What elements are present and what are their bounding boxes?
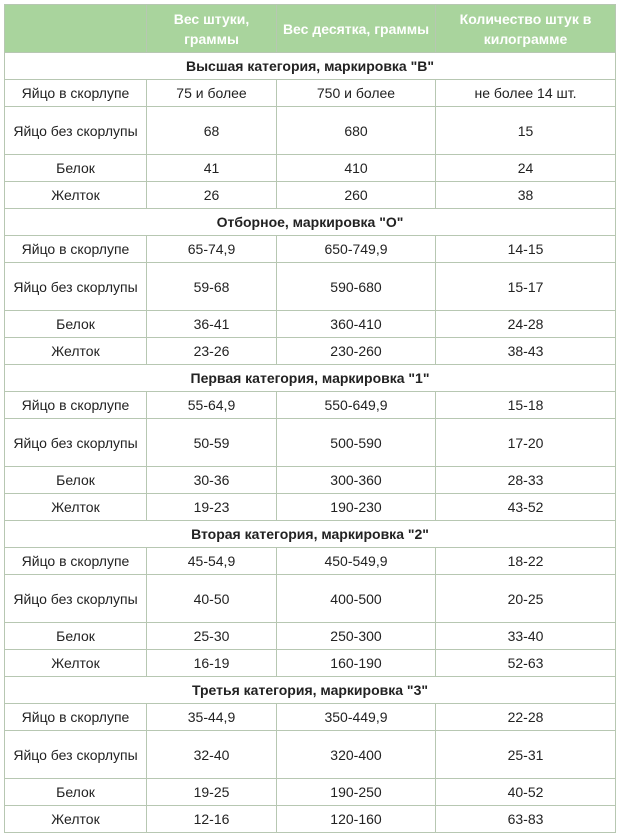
piece-weight-cell: 36-41: [147, 311, 277, 338]
table-row: [5, 806, 616, 833]
table-row: [5, 575, 616, 623]
count-per-kg-cell: 43-52: [436, 494, 616, 521]
piece-weight-cell: 75 и более: [147, 80, 277, 107]
count-per-kg-cell: не более 14 шт.: [436, 80, 616, 107]
category-row: [5, 365, 616, 392]
table-row: [5, 182, 616, 209]
piece-weight-cell: 35-44,9: [147, 704, 277, 731]
header-count-per-kg: Количество штук в килограмме: [436, 5, 616, 53]
category-title: Вторая категория, маркировка "2": [5, 521, 616, 548]
ten-weight-cell: 350-449,9: [277, 704, 436, 731]
row-label: Яйцо без скорлупы: [5, 263, 147, 311]
category-row: [5, 521, 616, 548]
table-row: [5, 392, 616, 419]
egg-category-table: [4, 4, 616, 833]
ten-weight-cell: 360-410: [277, 311, 436, 338]
piece-weight-cell: 59-68: [147, 263, 277, 311]
ten-weight-cell: 650-749,9: [277, 236, 436, 263]
table-row: [5, 467, 616, 494]
piece-weight-cell: 40-50: [147, 575, 277, 623]
table-row: [5, 155, 616, 182]
ten-weight-cell: 190-250: [277, 779, 436, 806]
count-per-kg-cell: 38: [436, 182, 616, 209]
category-row: [5, 209, 616, 236]
table-header: [5, 5, 616, 53]
piece-weight-cell: 50-59: [147, 419, 277, 467]
piece-weight-cell: 12-16: [147, 806, 277, 833]
count-per-kg-cell: 63-83: [436, 806, 616, 833]
table-body: [5, 53, 616, 833]
row-label: Яйцо в скорлупе: [5, 80, 147, 107]
count-per-kg-cell: 25-31: [436, 731, 616, 779]
piece-weight-cell: 19-23: [147, 494, 277, 521]
table-row: [5, 311, 616, 338]
ten-weight-cell: 400-500: [277, 575, 436, 623]
piece-weight-cell: 45-54,9: [147, 548, 277, 575]
table-row: [5, 779, 616, 806]
ten-weight-cell: 300-360: [277, 467, 436, 494]
row-label: Белок: [5, 467, 147, 494]
category-row: [5, 677, 616, 704]
table-row: [5, 623, 616, 650]
ten-weight-cell: 750 и более: [277, 80, 436, 107]
row-label: Яйцо без скорлупы: [5, 575, 147, 623]
row-label: Яйцо в скорлупе: [5, 392, 147, 419]
piece-weight-cell: 30-36: [147, 467, 277, 494]
table-row: [5, 548, 616, 575]
ten-weight-cell: 250-300: [277, 623, 436, 650]
count-per-kg-cell: 22-28: [436, 704, 616, 731]
table-row: [5, 419, 616, 467]
count-per-kg-cell: 15-17: [436, 263, 616, 311]
count-per-kg-cell: 28-33: [436, 467, 616, 494]
ten-weight-cell: 230-260: [277, 338, 436, 365]
ten-weight-cell: 190-230: [277, 494, 436, 521]
row-label: Яйцо без скорлупы: [5, 419, 147, 467]
row-label: Яйцо в скорлупе: [5, 236, 147, 263]
table-row: [5, 236, 616, 263]
row-label: Белок: [5, 311, 147, 338]
row-label: Желток: [5, 338, 147, 365]
ten-weight-cell: 120-160: [277, 806, 436, 833]
table-row: [5, 494, 616, 521]
table-row: [5, 650, 616, 677]
table-row: [5, 338, 616, 365]
ten-weight-cell: 590-680: [277, 263, 436, 311]
table-row: [5, 704, 616, 731]
category-title: Высшая категория, маркировка "В": [5, 53, 616, 80]
table-row: [5, 731, 616, 779]
count-per-kg-cell: 18-22: [436, 548, 616, 575]
table-row: [5, 263, 616, 311]
header-piece-weight: Вес штуки, граммы: [147, 5, 277, 53]
piece-weight-cell: 23-26: [147, 338, 277, 365]
count-per-kg-cell: 15-18: [436, 392, 616, 419]
category-title: Третья категория, маркировка "3": [5, 677, 616, 704]
count-per-kg-cell: 14-15: [436, 236, 616, 263]
category-row: [5, 53, 616, 80]
count-per-kg-cell: 40-52: [436, 779, 616, 806]
row-label: Желток: [5, 806, 147, 833]
category-title: Отборное, маркировка "О": [5, 209, 616, 236]
piece-weight-cell: 41: [147, 155, 277, 182]
piece-weight-cell: 26: [147, 182, 277, 209]
row-label: Желток: [5, 494, 147, 521]
piece-weight-cell: 16-19: [147, 650, 277, 677]
piece-weight-cell: 55-64,9: [147, 392, 277, 419]
category-title: Первая категория, маркировка "1": [5, 365, 616, 392]
row-label: Яйцо в скорлупе: [5, 704, 147, 731]
table-row: [5, 80, 616, 107]
header-row: [5, 5, 616, 53]
count-per-kg-cell: 20-25: [436, 575, 616, 623]
ten-weight-cell: 320-400: [277, 731, 436, 779]
header-corner: [5, 5, 147, 53]
count-per-kg-cell: 24-28: [436, 311, 616, 338]
count-per-kg-cell: 15: [436, 107, 616, 155]
ten-weight-cell: 450-549,9: [277, 548, 436, 575]
piece-weight-cell: 25-30: [147, 623, 277, 650]
row-label: Белок: [5, 779, 147, 806]
row-label: Яйцо без скорлупы: [5, 731, 147, 779]
row-label: Яйцо без скорлупы: [5, 107, 147, 155]
ten-weight-cell: 410: [277, 155, 436, 182]
row-label: Желток: [5, 650, 147, 677]
ten-weight-cell: 260: [277, 182, 436, 209]
row-label: Желток: [5, 182, 147, 209]
count-per-kg-cell: 38-43: [436, 338, 616, 365]
piece-weight-cell: 68: [147, 107, 277, 155]
ten-weight-cell: 500-590: [277, 419, 436, 467]
row-label: Белок: [5, 623, 147, 650]
piece-weight-cell: 32-40: [147, 731, 277, 779]
table-row: [5, 107, 616, 155]
piece-weight-cell: 65-74,9: [147, 236, 277, 263]
ten-weight-cell: 680: [277, 107, 436, 155]
row-label: Яйцо в скорлупе: [5, 548, 147, 575]
count-per-kg-cell: 33-40: [436, 623, 616, 650]
count-per-kg-cell: 52-63: [436, 650, 616, 677]
ten-weight-cell: 160-190: [277, 650, 436, 677]
piece-weight-cell: 19-25: [147, 779, 277, 806]
count-per-kg-cell: 24: [436, 155, 616, 182]
count-per-kg-cell: 17-20: [436, 419, 616, 467]
ten-weight-cell: 550-649,9: [277, 392, 436, 419]
row-label: Белок: [5, 155, 147, 182]
header-ten-weight: Вес десятка, граммы: [277, 5, 436, 53]
